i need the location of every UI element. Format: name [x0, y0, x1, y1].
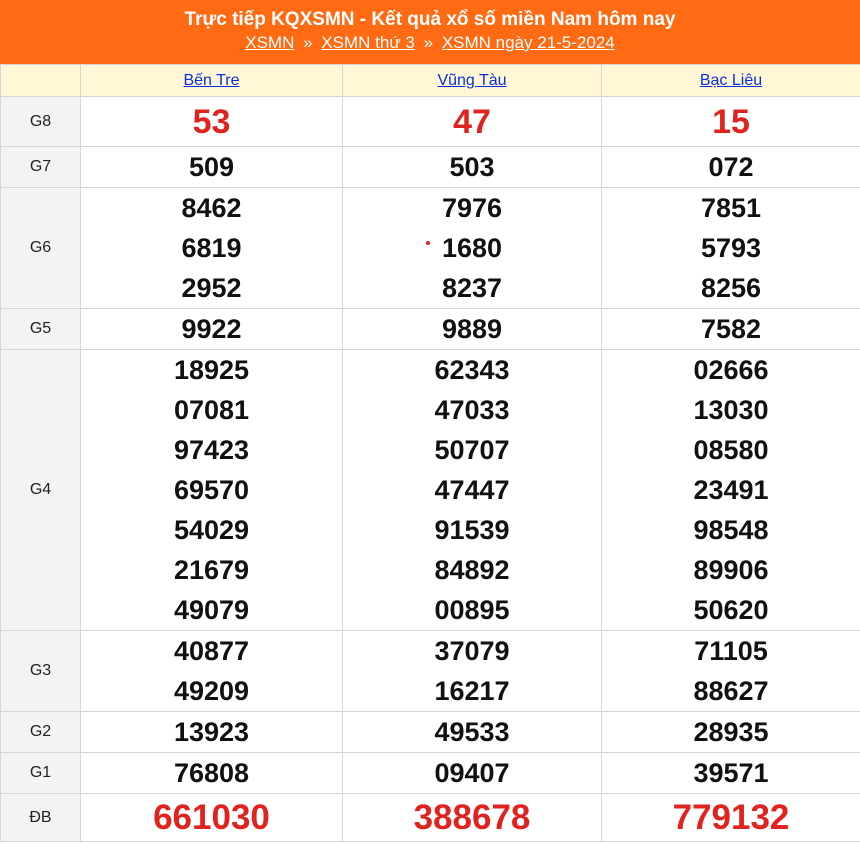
prize-label: G2 — [1, 712, 81, 753]
prize-label: G1 — [1, 753, 81, 794]
prize-label: G5 — [1, 309, 81, 350]
result-cell — [343, 309, 602, 350]
prize-row — [1, 147, 860, 188]
result-number: 62343 — [434, 355, 510, 385]
result-number: 91539 — [434, 515, 510, 545]
result-cell — [602, 712, 860, 753]
result-number: 9922 — [181, 314, 242, 344]
prize-label: G7 — [1, 147, 81, 188]
corner-cell — [1, 65, 81, 97]
result-number: 84892 — [434, 555, 510, 585]
result-cell — [343, 631, 602, 712]
result-number: 8237 — [441, 273, 503, 303]
result-cell — [343, 794, 602, 842]
result-number: 71105 — [694, 636, 768, 666]
breadcrumb — [0, 32, 860, 54]
result-number: 47033 — [434, 395, 510, 425]
result-number: 89906 — [693, 555, 769, 585]
result-number: 37079 — [434, 636, 510, 666]
breadcrumb-xsmn-thu3-link[interactable]: XSMN thứ 3 — [321, 33, 415, 52]
result-number: 21679 — [173, 555, 250, 585]
result-number: 09407 — [434, 758, 510, 788]
result-number: 7582 — [700, 314, 762, 344]
result-number: 503 — [449, 152, 495, 182]
breadcrumb-date-link[interactable]: XSMN ngày 21-5-2024 — [441, 33, 615, 52]
result-number: 779132 — [672, 797, 790, 837]
province-header — [343, 65, 602, 97]
prize-row — [1, 97, 860, 147]
prize-label: G6 — [1, 188, 81, 309]
result-number: 39571 — [693, 758, 769, 788]
result-cell — [602, 97, 860, 147]
result-number: 16217 — [434, 676, 510, 706]
result-number: 50620 — [693, 595, 769, 625]
province-header-row — [1, 65, 860, 97]
result-number: 50707 — [434, 435, 510, 465]
prize-row — [1, 188, 860, 309]
result-cell — [602, 350, 860, 631]
result-cell — [81, 147, 343, 188]
prize-label: G4 — [1, 350, 81, 631]
prize-label: G3 — [1, 631, 81, 712]
province-header — [602, 65, 860, 97]
result-number: 98548 — [693, 515, 769, 545]
result-cell — [602, 309, 860, 350]
result-cell — [343, 147, 602, 188]
result-cell — [81, 350, 343, 631]
result-number: 8256 — [700, 273, 762, 303]
result-number: 661030 — [153, 797, 270, 837]
result-number: 40877 — [173, 636, 250, 666]
result-number: 13923 — [173, 717, 250, 747]
prize-label: G8 — [1, 97, 81, 147]
result-cell — [343, 350, 602, 631]
prize-table-body — [1, 97, 860, 842]
result-number: 49209 — [173, 676, 250, 706]
prize-row — [1, 794, 860, 842]
prize-label: ĐB — [1, 794, 81, 842]
result-number: 28935 — [693, 717, 769, 747]
result-number: 7976 — [441, 193, 503, 223]
result-cell — [81, 97, 343, 147]
result-cell — [602, 794, 860, 842]
result-number: 18925 — [173, 355, 250, 385]
result-number: 53 — [192, 102, 231, 141]
breadcrumb-separator: » — [423, 33, 434, 52]
result-number: 00895 — [434, 595, 510, 625]
results-table — [0, 64, 860, 842]
result-number: 07081 — [173, 395, 250, 425]
province-link-ben-tre[interactable]: Bến Tre — [183, 71, 240, 89]
province-link-bac-lieu[interactable]: Bạc Liêu — [699, 71, 763, 89]
prize-row — [1, 350, 860, 631]
prize-row — [1, 753, 860, 794]
result-cell — [343, 97, 602, 147]
page-title: Trực tiếp KQXSMN - Kết quả xổ số miền Nam hôm nay — [184, 9, 676, 30]
result-cell — [81, 188, 343, 309]
result-number: 54029 — [173, 515, 250, 545]
result-number: 23491 — [693, 475, 769, 505]
result-number: 47447 — [434, 475, 510, 505]
result-number: 76808 — [173, 758, 250, 788]
result-cell — [81, 309, 343, 350]
breadcrumb-xsmn-link[interactable]: XSMN — [245, 33, 295, 52]
result-number: 8462 — [181, 193, 242, 223]
result-cell — [602, 147, 860, 188]
result-number: 2952 — [181, 273, 242, 303]
result-number: 509 — [188, 152, 235, 182]
result-number: 08580 — [693, 435, 769, 465]
province-header — [81, 65, 343, 97]
decorative-dot — [426, 241, 430, 245]
result-number: 69570 — [173, 475, 250, 505]
result-number: 02666 — [693, 355, 769, 385]
prize-row — [1, 712, 860, 753]
result-number: 072 — [708, 152, 754, 182]
result-cell — [81, 753, 343, 794]
prize-row — [1, 631, 860, 712]
result-cell — [81, 631, 343, 712]
result-cell — [343, 753, 602, 794]
result-number: 97423 — [173, 435, 250, 465]
result-number: 49079 — [173, 595, 250, 625]
result-cell — [343, 712, 602, 753]
result-number: 47 — [453, 102, 491, 141]
result-cell — [81, 712, 343, 753]
result-cell — [602, 188, 860, 309]
page-header — [0, 0, 860, 64]
result-number: 1680 — [441, 233, 503, 263]
result-cell — [602, 753, 860, 794]
result-number: 49533 — [434, 717, 510, 747]
result-number: 7851 — [700, 193, 762, 223]
result-number: 6819 — [181, 233, 242, 263]
result-cell — [81, 794, 343, 842]
result-number: 5793 — [700, 233, 762, 263]
result-number: 88627 — [693, 676, 769, 706]
prize-row — [1, 309, 860, 350]
result-number: 15 — [712, 102, 750, 141]
result-number: 388678 — [413, 797, 531, 837]
province-link-vung-tau[interactable]: Vũng Tàu — [437, 71, 507, 89]
result-cell — [343, 188, 602, 309]
breadcrumb-separator: » — [303, 33, 313, 52]
result-number: 9889 — [441, 314, 503, 344]
result-number: 13030 — [693, 395, 769, 425]
result-cell — [602, 631, 860, 712]
